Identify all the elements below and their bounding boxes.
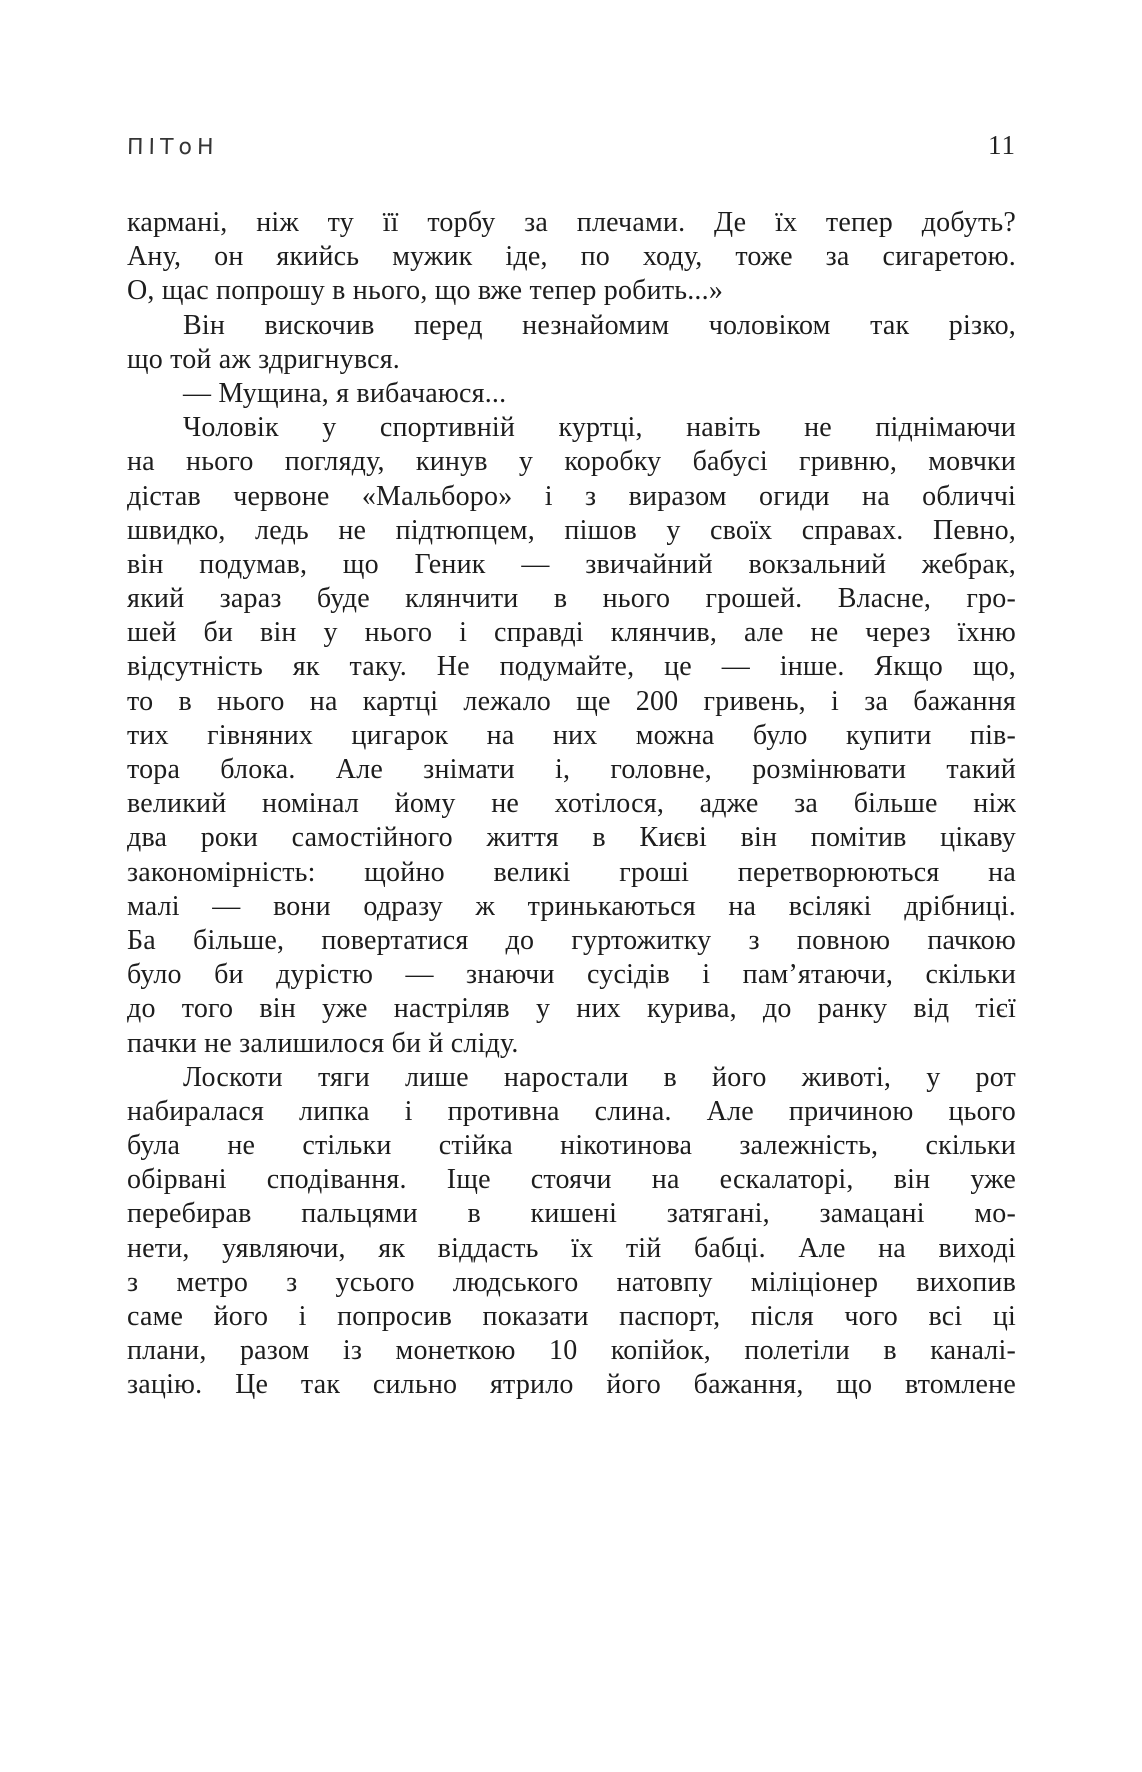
text-line: Чоловік у спортивній куртці, навіть не піднімаючи: [183, 412, 1016, 444]
text-line: тих гівняних цигарок на них можна було купити пів-: [127, 719, 1016, 751]
text-line: Лоскоти тяги лише наростали в його животі, у рот: [183, 1061, 1016, 1093]
text-line: було би дурістю — знаючи сусідів і пам’ятаючи, скільки: [127, 959, 1016, 991]
text-line: була не стільки стійка нікотинова залежність, скільки: [127, 1130, 1016, 1162]
text-line: саме його і попросив показати паспорт, після чого всі ці: [127, 1301, 1016, 1332]
text-block: [127, 206, 1016, 1403]
text-line: кармані, ніж ту її торбу за плечами. Де їх тепер добуть?: [127, 207, 1016, 238]
text-line: відсутність як таку. Не подумайте, це — інше. Якщо що,: [127, 651, 1016, 683]
text-line: швидко, ледь не підтюпцем, пішов у своїх справах. Певно,: [127, 514, 1016, 546]
text-line: О, щас попрошу в нього, що вже тепер робить...»: [127, 275, 724, 307]
text-line: з метро з усього людського натовпу міліціонер вихопив: [127, 1266, 1016, 1298]
text-line: на нього погляду, кинув у коробку бабусі гривню, мовчки: [127, 446, 1016, 478]
text-line: тора блока. Але знімати і, головне, розмінювати такий: [127, 754, 1016, 785]
text-line: шей би він у нього і справді клянчив, але не через їхню: [127, 617, 1016, 649]
text-line: зацію. Це так сильно ятрило його бажання, що втомлене: [127, 1369, 1016, 1401]
text-line: два роки самостійного життя в Києві він помітив цікаву: [127, 822, 1016, 854]
running-title: ПІТоН: [126, 135, 219, 160]
text-line: пачки не залишилося би й сліду.: [127, 1027, 519, 1059]
text-line: — Мущина, я вибачаюся...: [183, 377, 507, 409]
text-line: до того він уже настріляв у них курива, до ранку від тієї: [127, 993, 1016, 1025]
text-line: Ану, он якийсь мужик іде, по ходу, тоже за сигаретою.: [127, 241, 1016, 273]
text-line: малі — вони одразу ж тринькаються на всілякі дрібниці.: [127, 890, 1016, 922]
text-line: перебирав пальцями в кишені затягані, замацані мо-: [127, 1198, 1016, 1230]
text-line: дістав червоне «Мальборо» і з виразом огиди на обличчі: [127, 480, 1016, 512]
text-line: великий номінал йому не хотілося, адже за більше ніж: [127, 788, 1016, 820]
text-line: Ба більше, повертатися до гуртожитку з повною пачкою: [127, 924, 1016, 956]
text-line: обірвані сподівання. Іще стоячи на ескалаторі, він уже: [127, 1164, 1016, 1196]
text-line: нети, уявляючи, як віддасть їх тій бабці. Але на виході: [127, 1232, 1016, 1264]
text-line: Він вискочив перед незнайомим чоловіком так різко,: [183, 309, 1016, 341]
text-line: то в нього на картці лежало ще 200 гривень, і за бажання: [127, 685, 1016, 717]
text-line: він подумав, що Геник — звичайний вокзальний жебрак,: [127, 548, 1016, 580]
text-line: плани, разом із монеткою 10 копійок, полетіли в каналі-: [127, 1335, 1016, 1367]
page-header: [127, 130, 1016, 161]
text-line: що той аж здригнувся.: [127, 343, 401, 375]
text-line: закономірність: щойно великі гроші перетворюються на: [127, 856, 1016, 888]
text-line: набиралася липка і противна слина. Але причиною цього: [127, 1095, 1016, 1127]
text-line: який зараз буде клянчити в нього грошей. Власне, гро-: [127, 583, 1016, 615]
page-number: 11: [988, 130, 1016, 160]
